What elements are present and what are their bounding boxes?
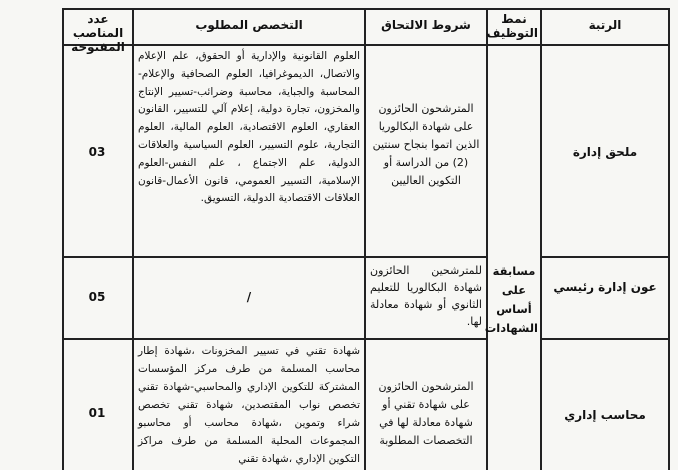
column-divider [132, 8, 134, 470]
header-recruitment: نمط التوظيف [486, 12, 538, 40]
row-divider [540, 256, 668, 258]
specialty-text: العلوم القانونية والإدارية أو الحقوق، علم الإعلام والاتصال، الديموغرافيا، العلوم الصحافية والإعلام-المحاسبة والجباية، محاسبة وضرائب-تسيير الإنتاج والمخزون، تجارة دولية، إعلام آلي للتسيير، القانون العقاري، العلوم الاقتصادية، العلوم المالية، العلوم التجارية، علوم التسيير، العلوم السياسية والعلاقات الدولية، علم الاجتماع ، علم النفس-العلوم الإسلامية، التسيير العمومي، قانون الأعمال-قانون العلاقات الاقتصادية الدولية، التسويق. [138, 50, 360, 205]
header-positions: عدد المناصب المفتوحة [71, 12, 125, 54]
specialty-text: / [246, 290, 252, 304]
positions-count: 05 [88, 290, 106, 304]
column-divider [540, 8, 542, 470]
recruitment-mode: مسابقة على أساس الشهادات [484, 264, 538, 335]
rank-label: عون إدارة رئيسي [553, 280, 657, 294]
conditions-text: للمترشحين الحائزون شهادة البكالوريا للتعليم الثانوي أو شهادة معادلة لها. [370, 264, 482, 328]
header-specialty: التخصص المطلوب [195, 18, 303, 32]
column-divider [364, 8, 366, 470]
row-divider [62, 338, 486, 340]
row-divider [62, 256, 486, 258]
column-divider [486, 8, 488, 470]
specialty-text: شهادة تقني في تسيير المخزونات ،شهادة إطار محاسب المسلمة من طرف مركز المؤسسات المشتركة للتكوين الإداري والمحاسبي-شهادة تقني تخصص نواب المقتصدين، شهادة تقني تخصص شراء وتموين ،شهادة محاسب أو محاسبو المجموعات المحلية المسلمة من طرف مراكز التكوين الإداري ،شهادة تقني [138, 345, 360, 465]
rank-label: ملحق إدارة [572, 145, 638, 159]
column-divider [62, 8, 64, 470]
column-divider [668, 8, 670, 470]
conditions-text: المترشحون الحائزون على شهادة البكالوريا الذين اتموا بنجاح سنتين (2) من الدراسة أو التكوين العاليين [372, 102, 480, 187]
header-rank: الرتبة [588, 18, 622, 32]
positions-count: 03 [88, 145, 106, 159]
rank-label: محاسب إداري [564, 408, 646, 422]
conditions-text: المترشحون الحائزون على شهادة تقني أو شهادة معادلة لها في التخصصات المطلوبة [378, 380, 474, 447]
header-conditions: شروط الالتحاق [381, 18, 471, 32]
positions-count: 01 [88, 406, 106, 420]
row-divider [540, 338, 668, 340]
